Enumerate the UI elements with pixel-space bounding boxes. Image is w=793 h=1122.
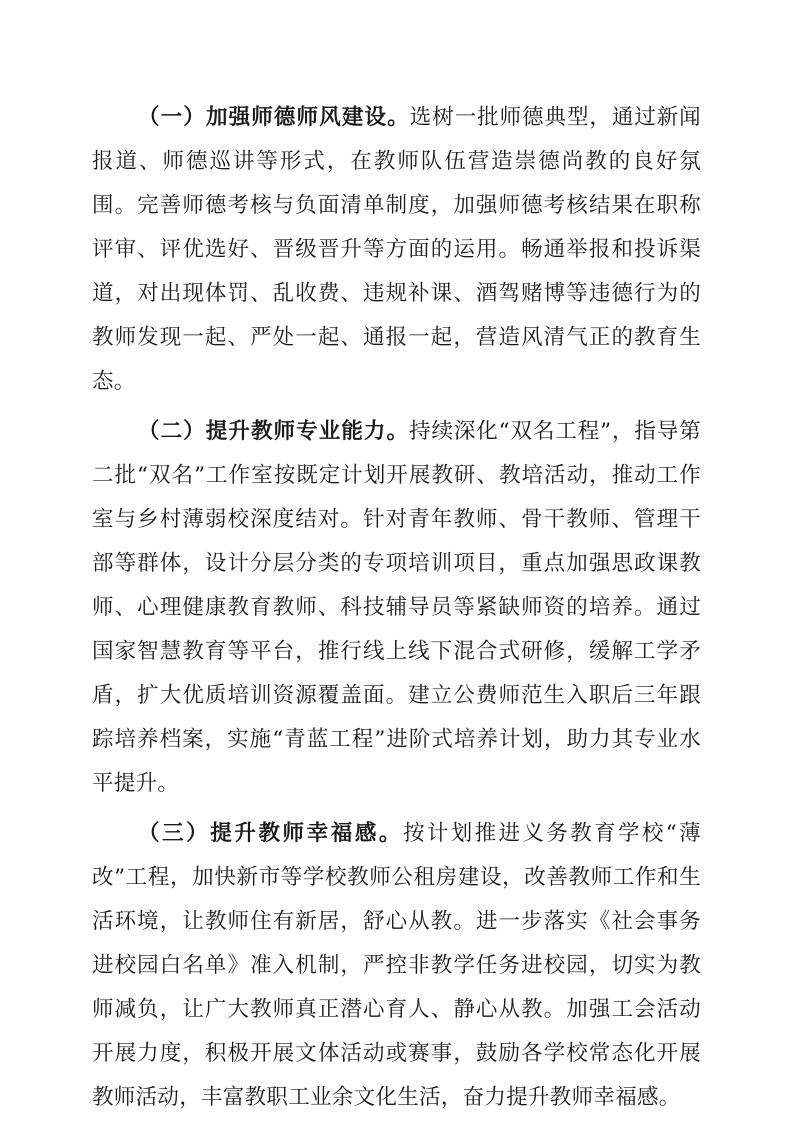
paragraph-2-text: 持续深化“双名工程”，指导第二批“双名”工作室按既定计划开展教研、教培活动，推动工作室与乡村薄弱校深度结对。针对青年教师、骨干教师、管理干部等群体，设计分层分类的专项培训项目，重点加强思政课教师、心理健康教育教师、科技辅导员等紧缺师资的培养。通过国家智慧教育等平台，推行线上线下混合式研修，缓解工学矛盾，扩大优质培训资源覆盖面。建立公费师范生入职后三年跟踪培养档案，实施“青蓝工程”进阶式培养计划，助力其专业水平提升。 bbox=[92, 419, 701, 796]
paragraph-3-text: 按计划推进义务教育学校“薄改”工程，加快新市等学校教师公租房建设，改善教师工作和生活环境，让教师住有新居，舒心从教。进一步落实《社会事务进校园白名单》准入机制，严控非教学任务进校园，切实为教师减负，让广大教师真正潜心育人、静心从教。加强工会活动开展力度，积极开展文体活动或赛事，鼓励各学校常态化开展教师活动，丰富教职工业余文化生活，奋力提升教师幸福感。 bbox=[92, 821, 701, 1110]
paragraph-2 bbox=[92, 410, 701, 806]
paragraph-2-heading: （二）提升教师专业能力。 bbox=[138, 419, 410, 444]
paragraph-1-heading: （一）加强师德师风建设。 bbox=[138, 105, 410, 130]
paragraph-1 bbox=[92, 96, 701, 404]
paragraph-3-heading: （三）提升教师幸福感。 bbox=[138, 821, 403, 846]
paragraph-3 bbox=[92, 812, 701, 1120]
paragraph-1-text: 选树一批师德典型，通过新闻报道、师德巡讲等形式，在教师队伍营造崇德尚教的良好氛围。完善师德考核与负面清单制度，加强师德考核结果在职称评审、评优选好、晋级晋升等方面的运用。畅通举报和投诉渠道，对出现体罚、乱收费、违规补课、酒驾赌博等违德行为的教师发现一起、严处一起、通报一起，营造风清气正的教育生态。 bbox=[92, 105, 701, 394]
document-body bbox=[92, 96, 701, 1120]
